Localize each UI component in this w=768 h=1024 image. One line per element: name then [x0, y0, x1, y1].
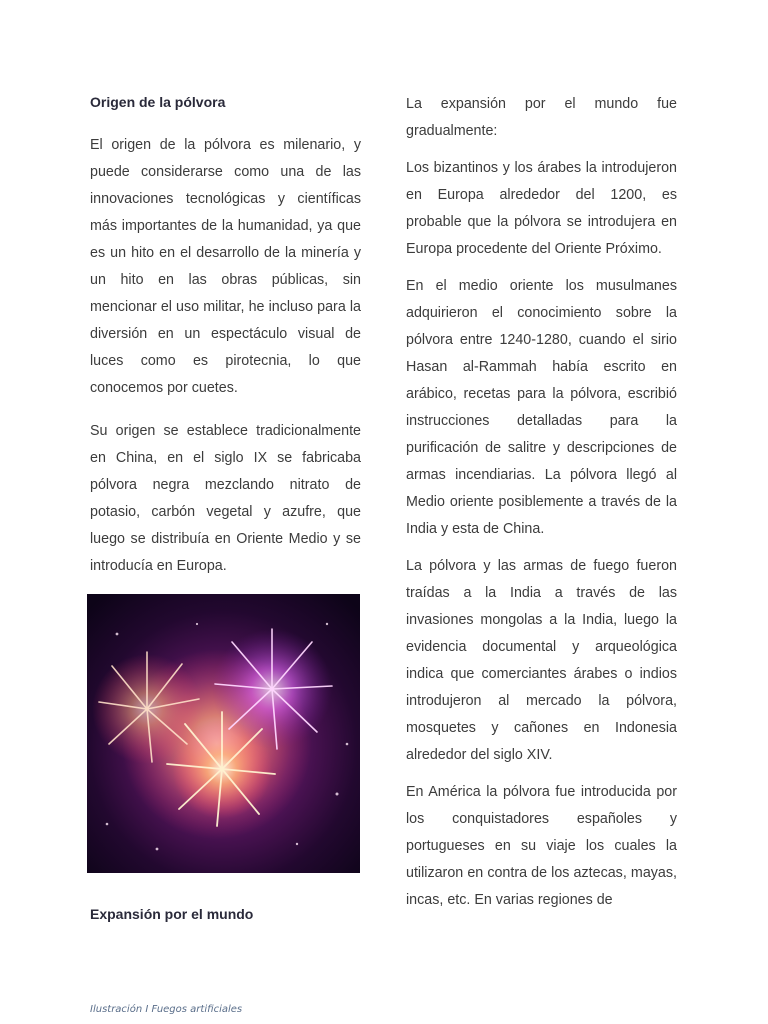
- section-heading-origen: Origen de la pólvora: [90, 94, 226, 110]
- paragraph: En el medio oriente los musulmanes adquirieron el conocimiento sobre la pólvora entre 1240-1280, cuando el sirio Hasan al-Rammah había escrito en arábico, recetas para la pólvora, escribió instrucciones detalladas para la purificación de salitre y descripciones de armas incendiarias. La pólvora llegó al Medio oriente posiblemente a través de la India y esta de China.: [406, 278, 677, 537]
- paragraph: En América la pólvora fue introducida por los conquistadores españoles y portugueses en su viaje los cuales la utilizaron en contra de los aztecas, mayas, incas, etc. En varias regiones de: [406, 784, 677, 908]
- figure-caption: Ilustración I Fuegos artificiales: [90, 1004, 243, 1015]
- paragraph: Los bizantinos y los árabes la introdujeron en Europa alrededor del 1200, es probable que la pólvora se introdujera en Europa procedente del Oriente Próximo.: [406, 160, 677, 257]
- paragraph: La pólvora y las armas de fuego fueron traídas a la India a través de las invasiones mongolas a la India, luego la evidencia documental y arqueológica indica que comerciantes árabes o indios introdujeron al mercado la pólvora, mosquetes y cañones en Indonesia alrededor del siglo XIV.: [406, 558, 677, 763]
- paragraph: La expansión por el mundo fue gradualmente:: [406, 96, 677, 139]
- left-column: [90, 92, 361, 580]
- paragraph: El origen de la pólvora es milenario, y puede considerarse como una de las innovaciones tecnológicas y científicas más importantes de la humanidad, ya que es un hito en el desarrollo de la minería y un hito en las obras públicas, sin mencionar el uso militar, he incluso para la diversión en un espectáculo visual de luces como es pirotecnia, lo que conocemos por cuetes.: [90, 137, 361, 396]
- right-column: [406, 91, 677, 914]
- paragraph: Su origen se establece tradicionalmente en China, en el siglo IX se fabricaba pólvora negra mezclando nitrato de potasio, carbón vegetal y azufre, que luego se distribuía en Oriente Medio y se introducía en Europa.: [90, 423, 361, 574]
- section-heading-expansion: Expansión por el mundo: [90, 906, 254, 922]
- fireworks-image: [87, 594, 360, 873]
